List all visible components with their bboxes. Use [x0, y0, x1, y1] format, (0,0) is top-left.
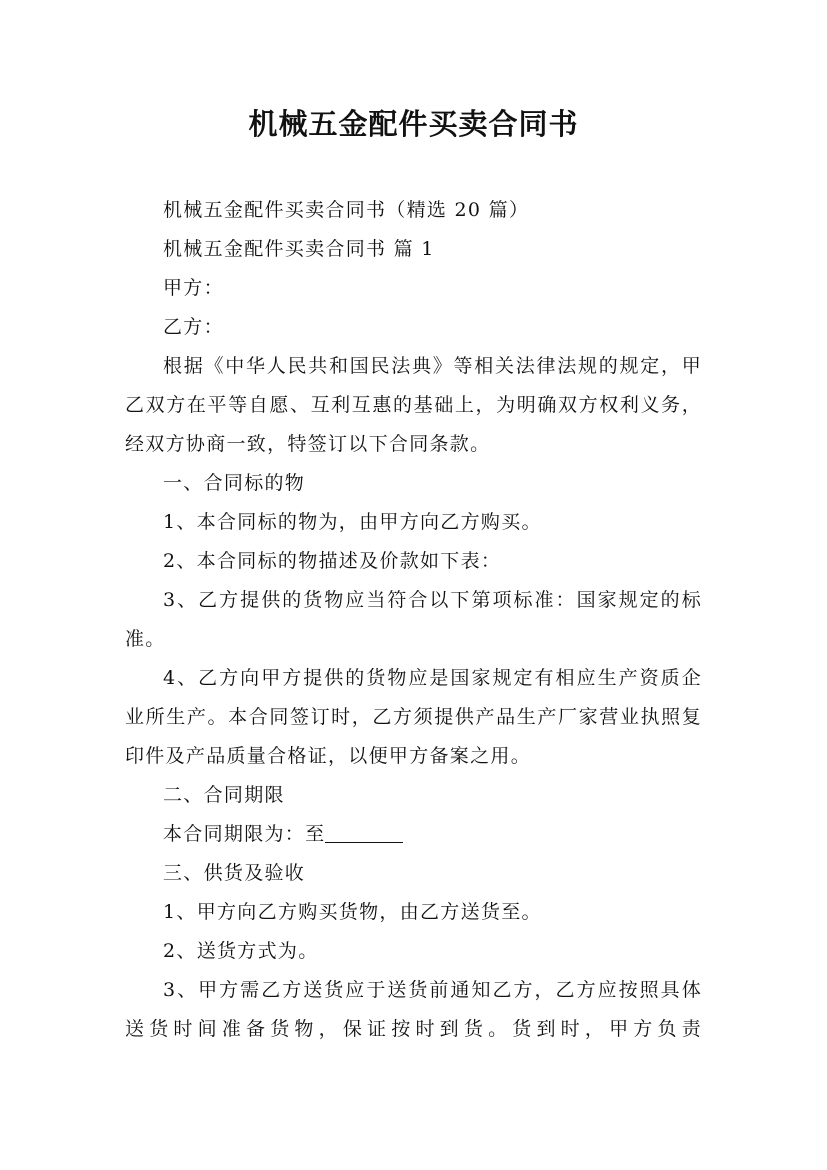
- paragraph-heading-3: 三、供货及验收: [163, 862, 306, 884]
- paragraph-subtitle: 机械五金配件买卖合同书（精选 20 篇）: [163, 199, 530, 221]
- paragraph-party-b: 乙方：: [163, 316, 224, 338]
- paragraph-clause-1-4: 4、乙方向甲方提供的货物应是国家规定有相应生产资质企业所生产。本合同签订时，乙方须提供产品生产厂家营业执照复印件及产品质量合格证，以便甲方备案之用。: [125, 667, 702, 767]
- paragraph-term: [125, 815, 702, 854]
- paragraph-clause-3-2: 2、送货方式为。: [163, 940, 319, 962]
- document-body: [125, 191, 702, 1049]
- paragraph-heading-1: 一、合同标的物: [163, 472, 306, 494]
- paragraph-section-heading: 机械五金配件买卖合同书 篇 1: [163, 238, 435, 260]
- term-blank-line: [325, 823, 403, 843]
- document-title: 机械五金配件买卖合同书: [248, 107, 579, 141]
- paragraph-heading-2: 二、合同期限: [163, 784, 285, 806]
- paragraph-clause-3-1: 1、甲方向乙方购买货物，由乙方送货至。: [163, 901, 542, 923]
- paragraph-preamble: 根据《中华人民共和国民法典》等相关法律法规的规定，甲乙双方在平等自愿、互利互惠的基础上，为明确双方权利义务，经双方协商一致，特签订以下合同条款。: [125, 355, 702, 455]
- paragraph-clause-1-1: 1、本合同标的物为，由甲方向乙方购买。: [163, 511, 542, 533]
- paragraph-clause-1-2: 2、本合同标的物描述及价款如下表：: [163, 550, 502, 572]
- paragraph-clause-1-3: 3、乙方提供的货物应当符合以下第项标准：国家规定的标准。: [125, 589, 702, 650]
- paragraph-party-a: 甲方：: [163, 277, 224, 299]
- paragraph-clause-3-3: 3、甲方需乙方送货应于送货前通知乙方，乙方应按照具体送货时间准备货物，保证按时到货。货到时，甲方负责: [125, 979, 702, 1040]
- term-text: 本合同期限为：至: [163, 823, 326, 845]
